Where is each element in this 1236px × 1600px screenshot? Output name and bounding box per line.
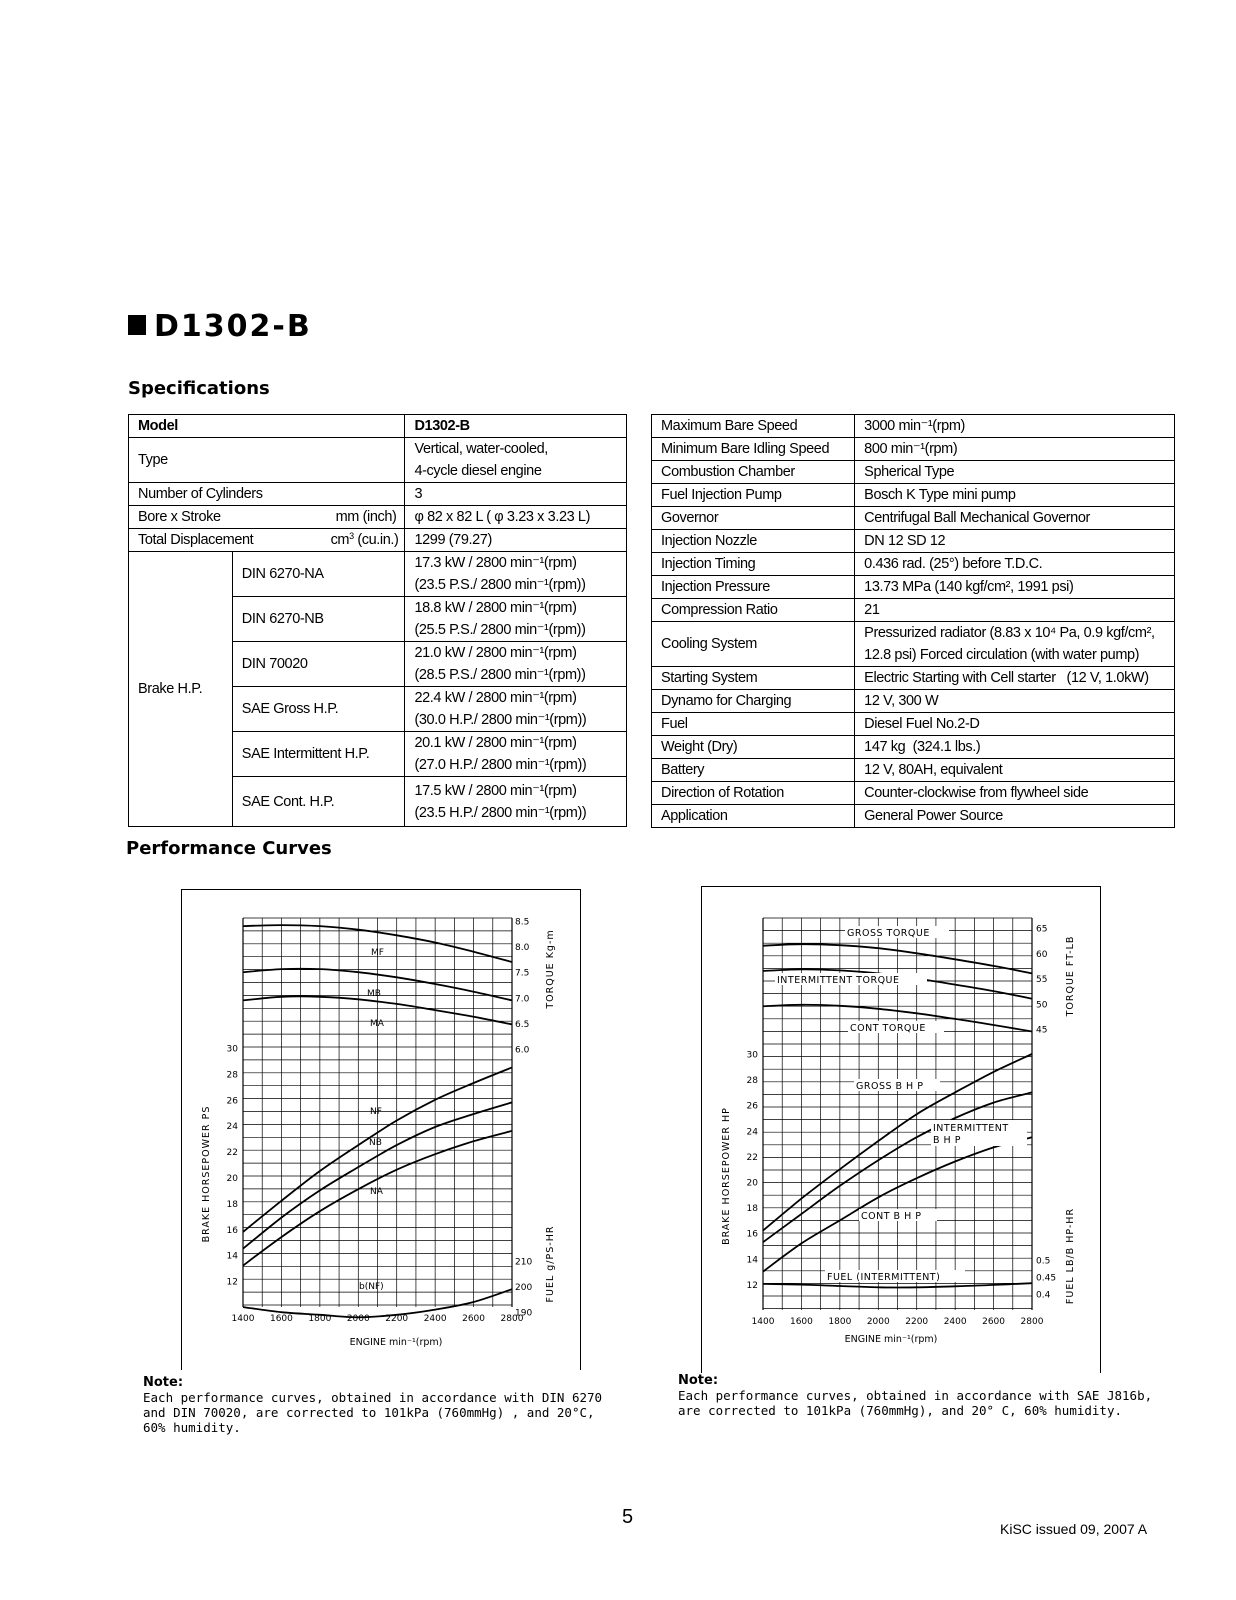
spec-value: 0.436 rad. (25°) before T.D.C. [855,553,1175,576]
brake-row-value [405,597,627,642]
y-tick-label-fuel: 210 [515,1257,533,1268]
bore-stroke-value: φ 82 x 82 L ( φ 3.23 x 3.23 L) [405,506,627,529]
curve-label-intermittent-bhp: B H P [933,1135,961,1146]
spec-label: Cooling System [652,622,855,667]
y-tick-label-torque: 8.5 [515,917,530,928]
spec-label: Weight (Dry) [652,736,855,759]
brake-row-name: DIN 70020 [232,642,405,687]
curve-label-intermittent-torque: INTERMITTENT TORQUE [777,975,900,986]
spec-label: Fuel Injection Pump [652,484,855,507]
spec-label: Maximum Bare Speed [652,415,855,438]
y-tick-label-torque: 7.5 [515,968,530,979]
curve-label-gross-torque: GROSS TORQUE [847,928,930,939]
square-bullet-icon [128,315,146,335]
brake-row-value [405,732,627,777]
spec-label: Combustion Chamber [652,461,855,484]
spec-label: Starting System [652,667,855,690]
spec-table-left [128,414,627,827]
cylinders-label: Number of Cylinders [129,483,405,506]
y-tick-label-power: 18 [226,1199,238,1210]
y-tick-label-power: 14 [746,1255,758,1266]
y-tick-label-torque: 7.0 [515,994,530,1005]
y-tick-label-torque: 60 [1036,949,1048,960]
y-axis-label-power: BRAKE HORSEPOWER HP [721,1107,732,1245]
performance-curves-heading: Performance Curves [126,838,332,859]
brake-ps: (30.0 H.P./ 2800 min⁻¹(rpm)) [414,712,587,728]
y-tick-label-power: 22 [226,1148,238,1159]
brake-row-value [405,552,627,597]
note-line: Each performance curves, obtained in accordance with SAE J816b, [678,1388,1153,1403]
spec-value [855,622,1175,667]
curve-label-nb: NB [369,1138,382,1148]
note-left [143,1375,602,1435]
brake-kw: 22.4 kW / 2800 min⁻¹(rpm) [414,690,577,706]
spec-value: 13.73 MPa (140 kgf/cm², 1991 psi) [855,576,1175,599]
performance-chart-sae [701,886,1099,1370]
y-tick-label-power: 28 [226,1070,238,1081]
x-tick-label: 2400 [943,1317,967,1327]
curve-label-intermittent-bhp: INTERMITTENT [933,1123,1009,1134]
y-tick-label-fuel: 0.5 [1036,1256,1051,1267]
model-label: Model [129,415,405,438]
x-tick-label: 2400 [423,1314,447,1324]
curve-label-b: b(NF) [359,1282,384,1292]
page-number: 5 [622,1506,634,1528]
spec-value: DN 12 SD 12 [855,530,1175,553]
curve-label-ma: MA [370,1019,384,1029]
displacement-cell [129,529,405,552]
y-tick-label-torque: 45 [1036,1025,1048,1036]
y-tick-label-power: 26 [226,1096,238,1107]
footer-issue: KiSC issued 09, 2007 A [1000,1521,1148,1537]
spec-label: Dynamo for Charging [652,690,855,713]
y-tick-label-torque: 6.0 [515,1045,530,1056]
note-right [678,1373,1152,1418]
spec-value: 21 [855,599,1175,622]
y-tick-label-fuel: 0.4 [1036,1290,1051,1301]
x-axis-label: ENGINE min⁻¹(rpm) [844,1334,938,1345]
spec-label: Minimum Bare Idling Speed [652,438,855,461]
chart-labels [201,929,556,1348]
brake-row-name: DIN 6270-NA [232,552,405,597]
brake-ps: (25.5 P.S./ 2800 min⁻¹(rpm)) [414,622,586,638]
spec-label: Fuel [652,713,855,736]
type-value-line: Vertical, water-cooled, [414,441,548,457]
note-line: are corrected to 101kPa (760mmHg), and 20° C, 60% humidity. [678,1403,1123,1418]
x-tick-label: 2200 [385,1314,409,1324]
brake-row-name: DIN 6270-NB [232,597,405,642]
spec-value: Bosch K Type mini pump [855,484,1175,507]
x-tick-label: 1800 [828,1317,852,1327]
cylinders-value: 3 [405,483,627,506]
curve-label-mb: MB [367,989,381,999]
y-tick-label-power: 20 [226,1174,238,1184]
model-title [128,309,312,344]
spec-value: General Power Source [855,805,1175,828]
y-tick-label-power: 24 [746,1127,758,1138]
x-tick-label: 2600 [982,1317,1006,1327]
y-tick-label-power: 30 [746,1050,758,1061]
x-tick-label: 2000 [866,1317,890,1327]
brake-kw: 18.8 kW / 2800 min⁻¹(rpm) [414,600,577,616]
spec-value: 800 min⁻¹(rpm) [855,438,1175,461]
spec-value: Spherical Type [855,461,1175,484]
x-tick-label: 2800 [1020,1317,1044,1327]
x-tick-label: 1400 [231,1314,255,1324]
type-label: Type [129,438,405,483]
spec-value: Electric Starting with Cell starter (12 V, 1.0kW) [855,667,1175,690]
note-heading: Note: [143,1375,184,1390]
note-heading: Note: [678,1373,719,1388]
cooling-line: Pressurized radiator (8.83 x 10⁴ Pa, 0.9 kgf/cm², [864,625,1155,641]
y-tick-label-power: 26 [746,1101,758,1112]
spec-value: 3000 min⁻¹(rpm) [855,415,1175,438]
spec-label: Direction of Rotation [652,782,855,805]
y-tick-label-power: 16 [226,1225,238,1236]
spec-label: Injection Nozzle [652,530,855,553]
brake-kw: 17.5 kW / 2800 min⁻¹(rpm) [414,782,577,799]
curve-label-gross-bhp: GROSS B H P [856,1081,924,1092]
y-axis-label-fuel: FUEL g/PS-HR [545,1225,556,1303]
bore-stroke-unit: mm (inch) [335,509,397,525]
displacement-unit-text: (cu.in.) [353,532,399,548]
displacement-unit [331,529,405,551]
y-tick-label-torque: 55 [1036,975,1048,985]
x-tick-label: 1600 [269,1314,293,1324]
x-tick-label: 2600 [462,1314,486,1324]
y-tick-label-torque: 8.0 [515,943,530,954]
brake-row-name: SAE Gross H.P. [232,687,405,732]
x-tick-label: 1800 [308,1314,332,1324]
x-tick-label: 1400 [751,1317,775,1327]
curve-label-cont-torque: CONT TORQUE [850,1023,926,1034]
spec-label: Battery [652,759,855,782]
chart-ticks [227,918,533,1325]
brake-kw: 21.0 kW / 2800 min⁻¹(rpm) [414,645,577,661]
note-line: and DIN 70020, are corrected to 101kPa (760mmHg) , and 20°C, [143,1405,595,1420]
y-tick-label-fuel: 190 [515,1308,533,1319]
curve-label-nf: NF [370,1107,382,1117]
y-tick-label-power: 16 [746,1229,758,1240]
type-value-line: 4-cycle diesel engine [414,463,542,479]
y-tick-label-power: 28 [746,1076,758,1087]
y-axis-label-power: BRAKE HORSEPOWER PS [201,1105,212,1243]
y-tick-label-power: 20 [746,1178,758,1189]
cooling-line: 12.8 psi) Forced circulation (with water pump) [864,647,1140,663]
y-tick-label-power: 12 [226,1277,238,1288]
note-line: Each performance curves, obtained in accordance with DIN 6270 [143,1390,603,1405]
curve-label-na: NA [370,1187,383,1197]
spec-value: 12 V, 80AH, equivalent [855,759,1175,782]
y-tick-label-fuel: 0.45 [1036,1273,1057,1284]
curve-label-mf: MF [371,948,384,958]
y-tick-label-torque: 50 [1036,1000,1048,1011]
y-tick-label-power: 30 [226,1044,238,1055]
curve-label-cont-bhp: CONT B H P [861,1211,922,1222]
performance-chart-din [181,889,579,1367]
chart-labels [721,926,1076,1345]
brake-row-value [405,687,627,732]
bore-stroke-label: Bore x Stroke [138,509,221,525]
displacement-unit-sup: 3 [349,531,354,541]
brake-ps: (23.5 P.S./ 2800 min⁻¹(rpm)) [414,577,586,593]
y-tick-label-power: 12 [746,1280,758,1291]
y-tick-label-power: 24 [226,1122,238,1133]
note-line: 60% humidity. [143,1420,241,1435]
spec-label: Injection Timing [652,553,855,576]
brake-kw: 17.3 kW / 2800 min⁻¹(rpm) [414,555,577,571]
y-tick-label-fuel: 200 [515,1283,533,1294]
brake-row-value [405,642,627,687]
spec-value: Centrifugal Ball Mechanical Governor [855,507,1175,530]
y-tick-label-power: 18 [746,1204,758,1215]
curve-label-fuel: FUEL (INTERMITTENT) [827,1272,941,1283]
brake-ps: (27.0 H.P./ 2800 min⁻¹(rpm)) [414,757,587,773]
brake-ps: (23.5 H.P./ 2800 min⁻¹(rpm)) [414,804,587,821]
spec-value: 147 kg (324.1 lbs.) [855,736,1175,759]
displacement-unit-text: cm [330,532,350,548]
y-axis-label-fuel: FUEL LB/B HP-HR [1065,1207,1076,1305]
spec-value: 12 V, 300 W [855,690,1175,713]
spec-label: Governor [652,507,855,530]
spec-table-right [651,414,1175,828]
model-value: D1302-B [405,415,627,438]
x-tick-label: 1600 [789,1317,813,1327]
x-axis-label: ENGINE min⁻¹(rpm) [349,1337,443,1348]
displacement-label: Total Displacement [138,532,254,548]
y-tick-label-torque: 65 [1036,924,1048,935]
spec-label: Application [652,805,855,828]
spec-label: Injection Pressure [652,576,855,599]
bore-stroke-cell [129,506,405,529]
spec-value: Diesel Fuel No.2-D [855,713,1175,736]
brake-row-value [405,777,627,827]
brake-hp-label: Brake H.P. [129,552,233,827]
spec-value: Counter-clockwise from flywheel side [855,782,1175,805]
y-tick-label-power: 22 [746,1152,758,1163]
y-axis-label-torque: TORQUE Kg-m [545,929,556,1009]
y-tick-label-power: 14 [226,1251,238,1262]
displacement-value: 1299 (79.27) [405,529,627,552]
x-tick-label: 2000 [346,1314,370,1324]
brake-kw: 20.1 kW / 2800 min⁻¹(rpm) [414,735,577,751]
brake-row-name: SAE Cont. H.P. [232,777,405,827]
x-tick-label: 2800 [500,1314,524,1324]
brake-row-name: SAE Intermittent H.P. [232,732,405,777]
spec-label: Compression Ratio [652,599,855,622]
model-title-text: D1302-B [154,309,312,344]
y-axis-label-torque: TORQUE FT-LB [1065,935,1076,1017]
y-tick-label-torque: 6.5 [515,1019,530,1030]
specifications-heading: Specifications [128,378,270,399]
type-value [405,438,627,483]
brake-ps: (28.5 P.S./ 2800 min⁻¹(rpm)) [414,667,586,683]
x-tick-label: 2200 [905,1317,929,1327]
